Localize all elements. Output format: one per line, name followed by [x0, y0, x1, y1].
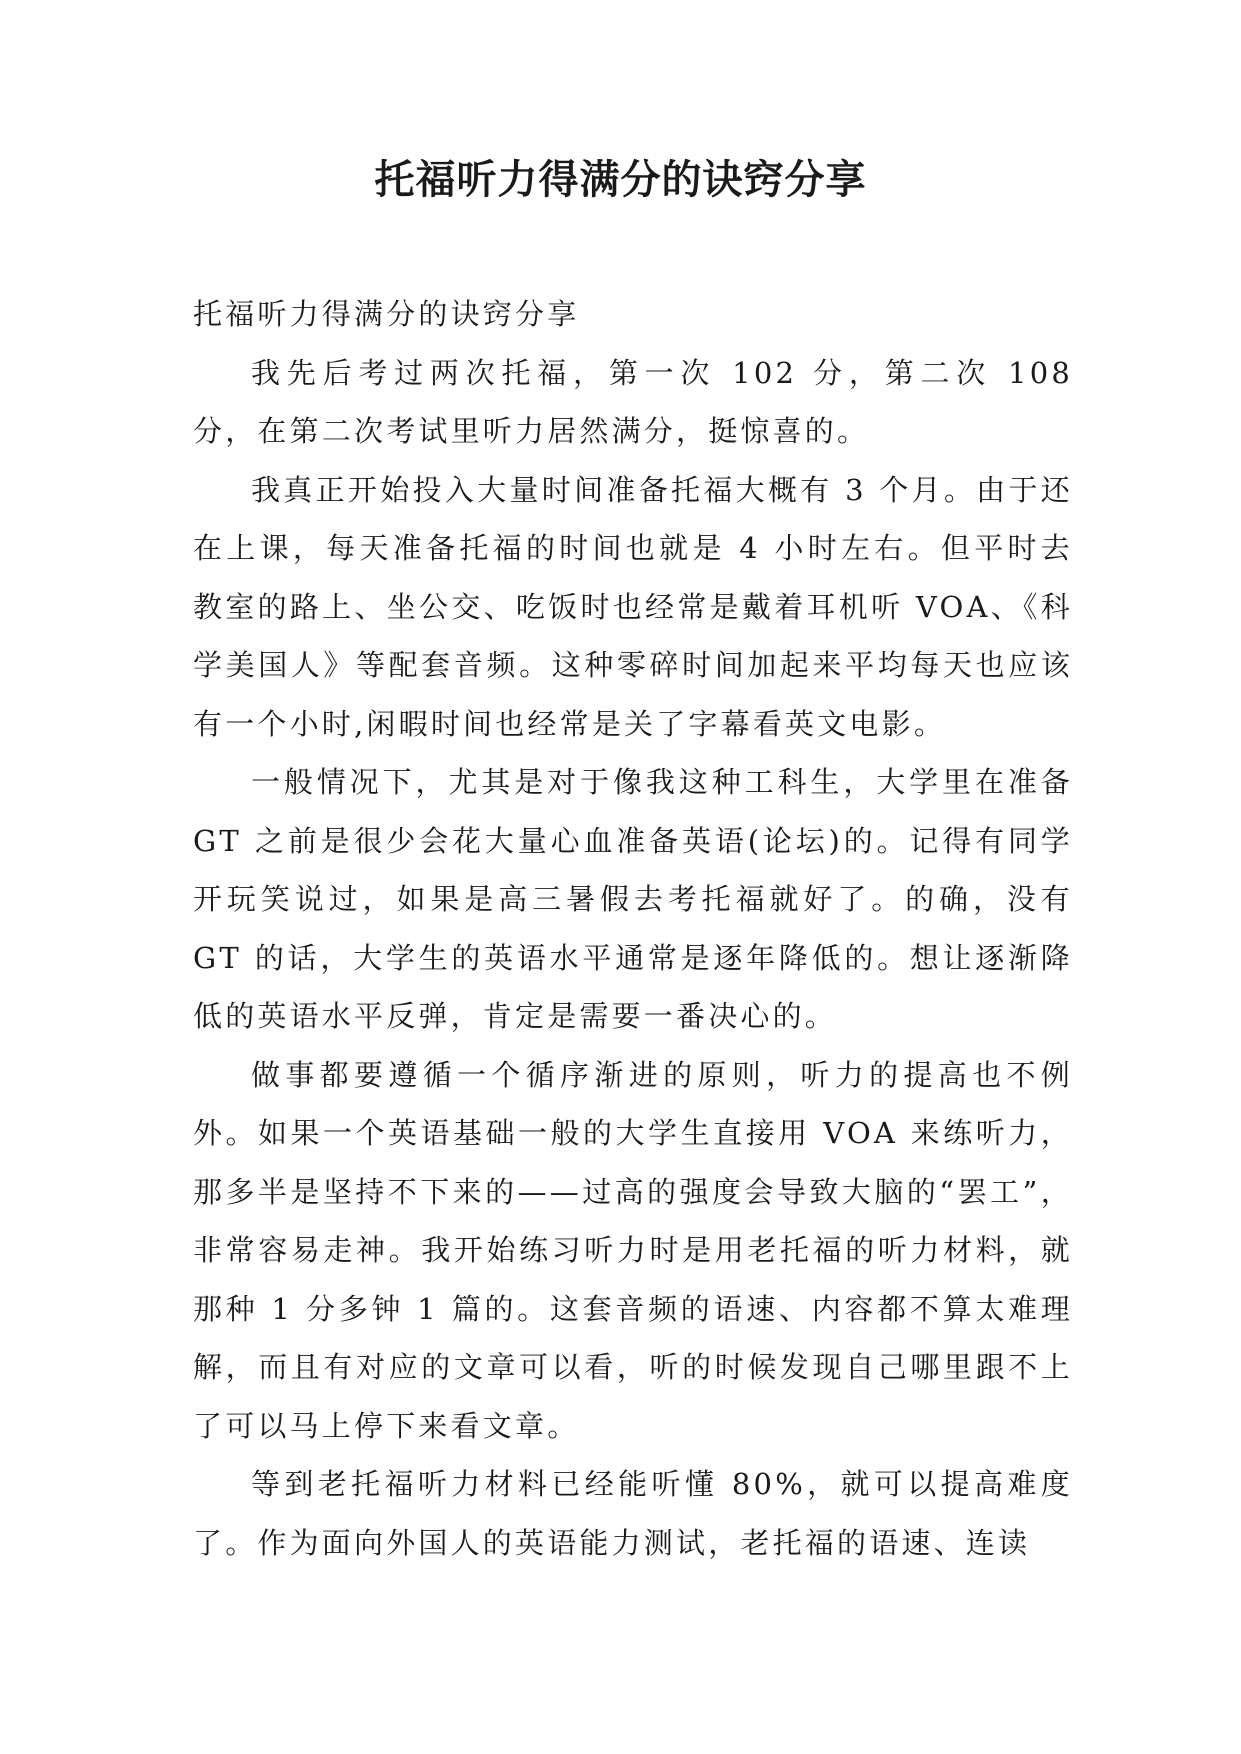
paragraph: 我真正开始投入大量时间准备托福大概有 3 个月。由于还在上课，每天准备托福的时间也就是 4 小时左右。但平时去教室的路上、坐公交、吃饭时也经常是戴着耳机听 VOA、《科学美国人》等配套音频。这种零碎时间加起来平均每天也应该有一个小时,闲暇时间也经常是关了字幕看英文电影。	[193, 472, 1073, 741]
document-subtitle: 托福听力得满分的诀窍分享	[193, 297, 580, 331]
paragraph: 做事都要遵循一个循序渐进的原则，听力的提高也不例外。如果一个英语基础一般的大学生直接用 VOA 来练听力，那多半是坚持不下来的——过高的强度会导致大脑的“罢工”，非常容易走神。我开始练习听力时是用老托福的听力材料，就那种 1 分多钟 1 篇的。这套音频的语速、内容都不算太难理解，而且有对应的文章可以看，听的时候发现自己哪里跟不上了可以马上停下来看文章。	[193, 1057, 1073, 1443]
paragraph: 等到老托福听力材料已经能听懂 80%，就可以提高难度了。作为面向外国人的英语能力测试，老托福的语速、连读	[193, 1467, 1073, 1560]
document-body	[193, 285, 1073, 1572]
paragraph: 我先后考过两次托福，第一次 102 分，第二次 108 分，在第二次考试里听力居然满分，挺惊喜的。	[193, 355, 1073, 448]
document-title: 托福听力得满分的诀窍分享	[374, 157, 867, 203]
paragraph: 一般情况下，尤其是对于像我这种工科生，大学里在准备 GT 之前是很少会花大量心血准备英语(论坛)的。记得有同学开玩笑说过，如果是高三暑假去考托福就好了。的确，没有 GT 的话，大学生的英语水平通常是逐年降低的。想让逐渐降低的英语水平反弹，肯定是需要一番决心的。	[193, 765, 1073, 1033]
